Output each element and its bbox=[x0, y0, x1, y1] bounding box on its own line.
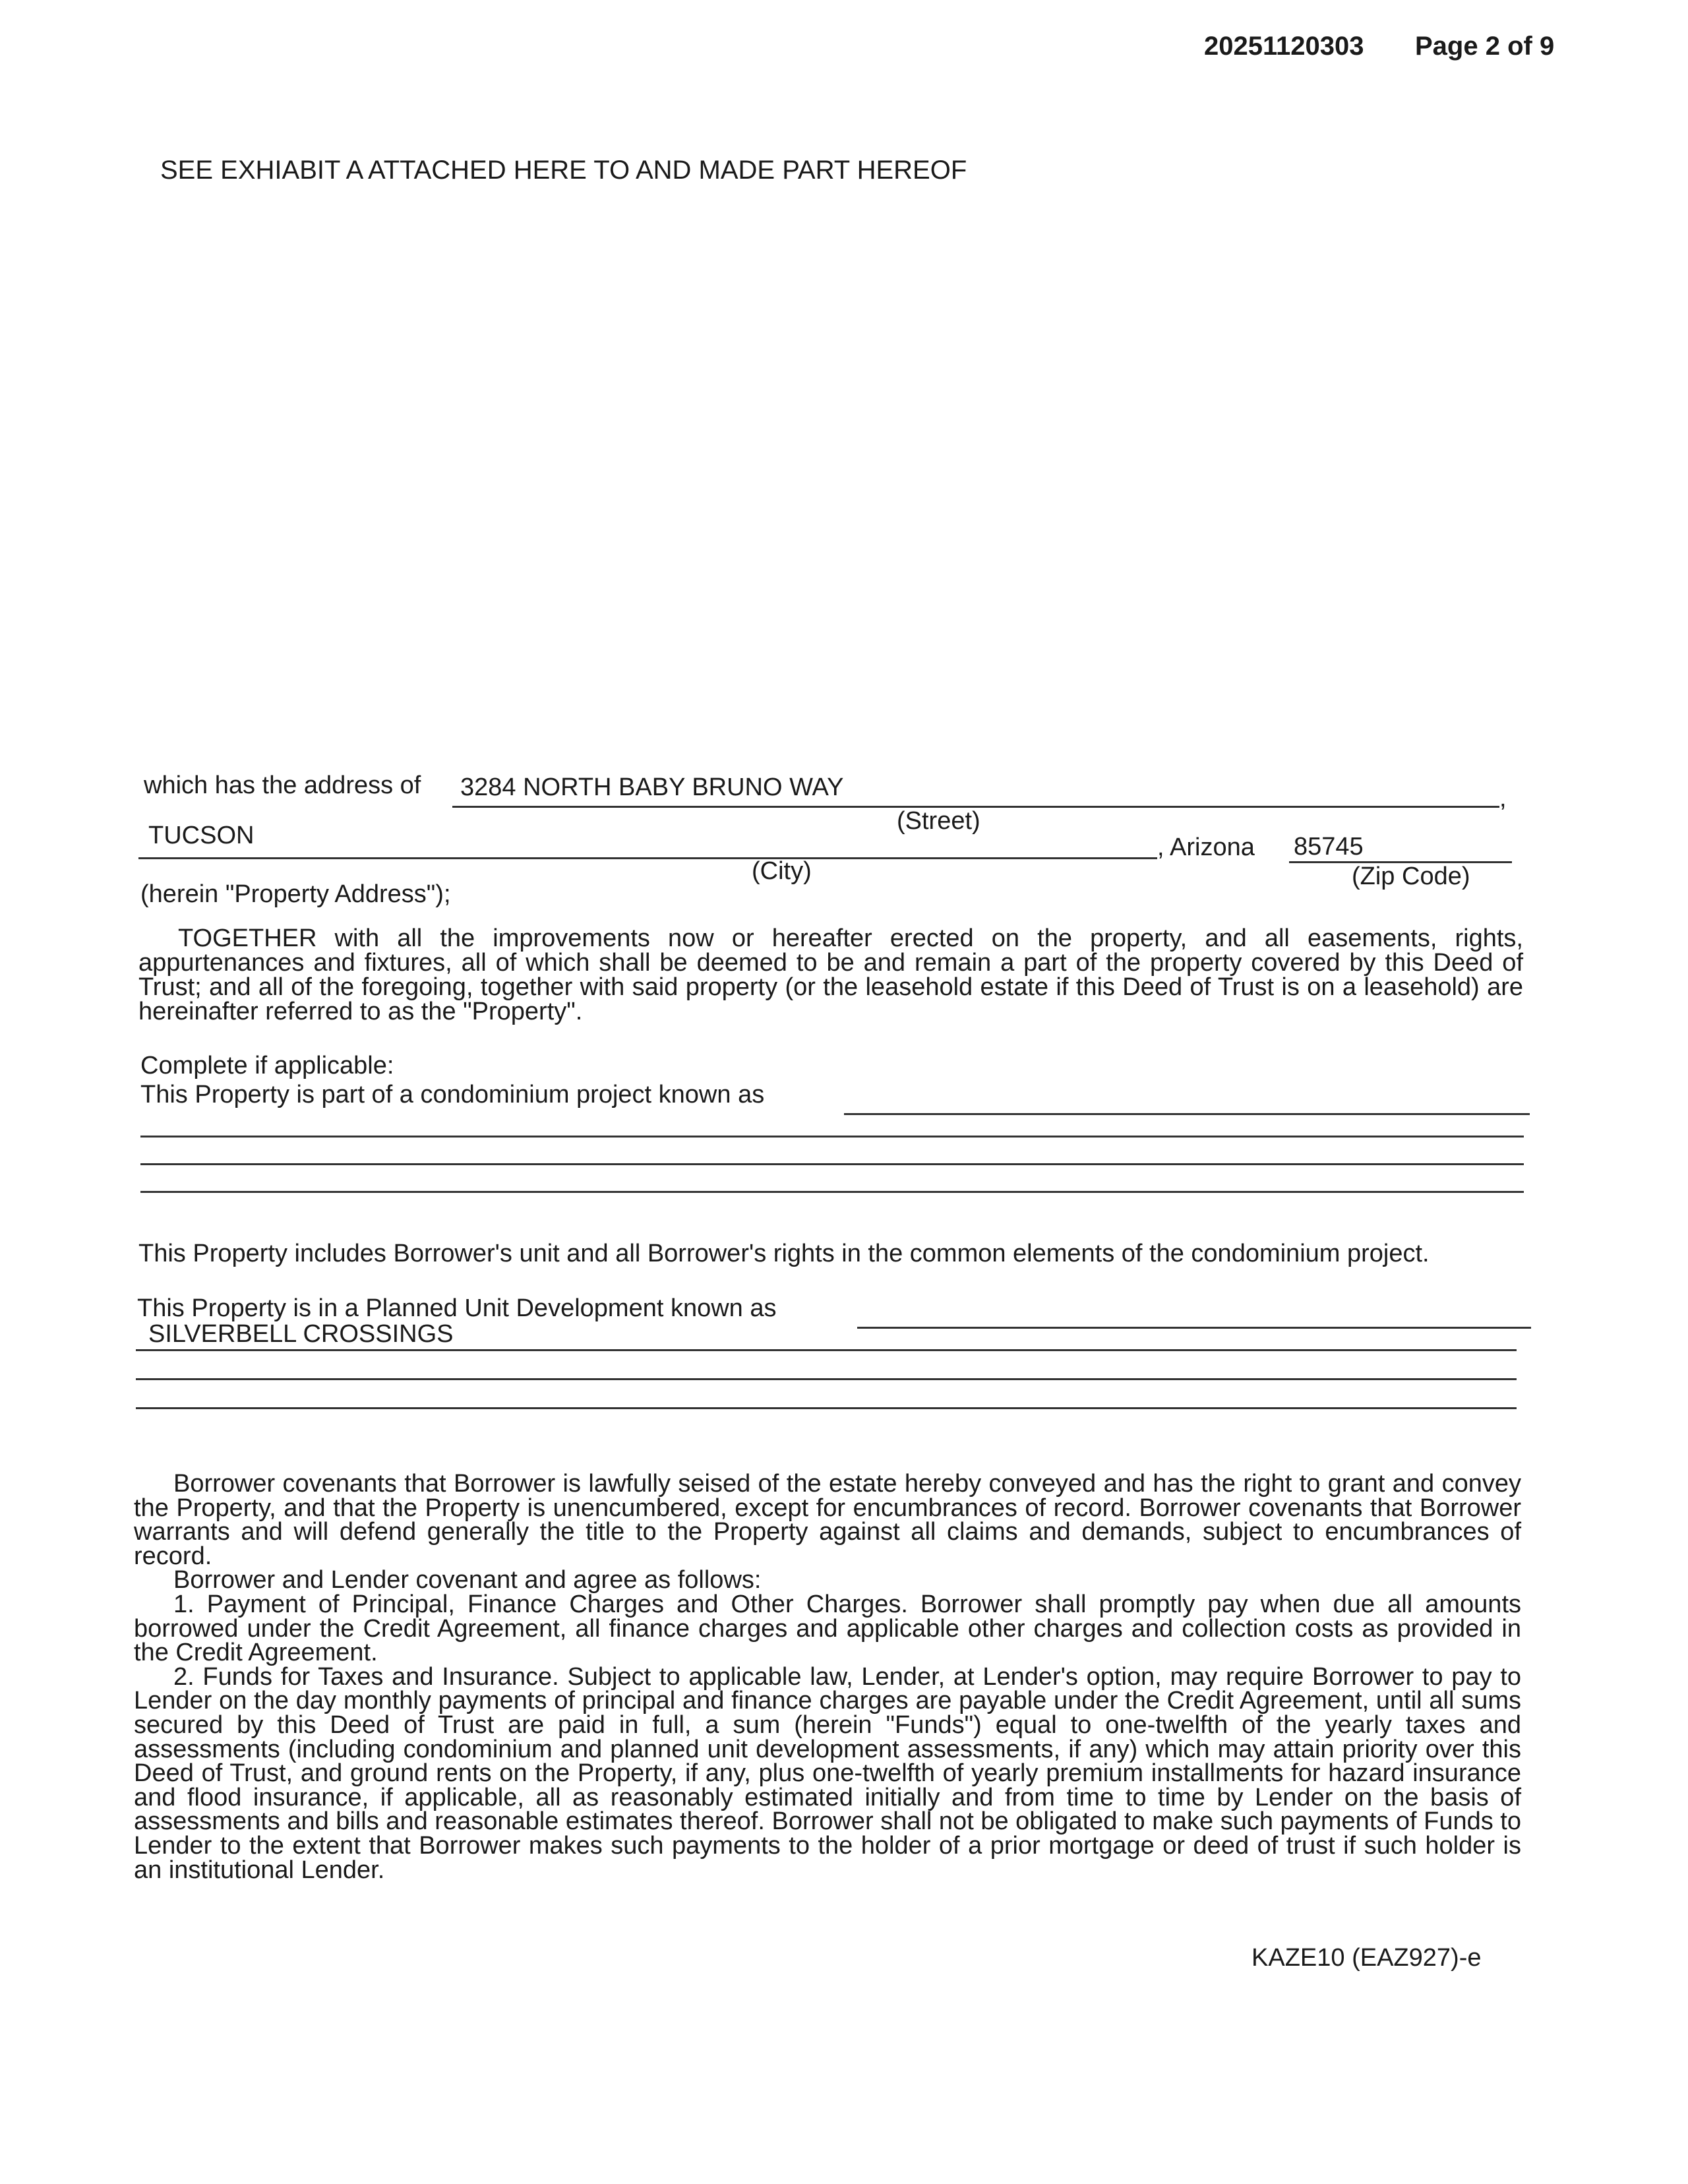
form-code: KAZE10 (EAZ927)-e bbox=[1251, 1944, 1482, 1972]
pud-line-2 bbox=[136, 1349, 1517, 1351]
zip-value: 85745 bbox=[1294, 833, 1364, 861]
street-caption: (Street) bbox=[897, 807, 980, 835]
condo-includes-text: This Property includes Borrower's unit and all Borrower's rights in the common elements of the condominium project. bbox=[138, 1240, 1430, 1267]
address-lead: which has the address of bbox=[144, 772, 421, 799]
pud-name-line bbox=[857, 1327, 1531, 1329]
covenants-block bbox=[134, 1472, 1521, 1882]
condo-line-3 bbox=[140, 1163, 1524, 1165]
exhibit-note: SEE EXHIABIT A ATTACHED HERE TO AND MADE PART HEREOF bbox=[160, 156, 967, 185]
covenant-paragraph-3: 1. Payment of Principal, Finance Charges and Other Charges. Borrower shall promptly pay when due all amounts borrowed under the Credit Agreement, all finance charges and applicable other charges and collection costs as provided in the Credit Agreement. bbox=[134, 1590, 1521, 1667]
condo-name-line bbox=[844, 1113, 1530, 1115]
state-label: , Arizona bbox=[1157, 834, 1255, 861]
city-caption: (City) bbox=[752, 857, 812, 885]
street-value: 3284 NORTH BABY BRUNO WAY bbox=[460, 774, 844, 801]
city-underline bbox=[138, 857, 1157, 859]
zip-caption: (Zip Code) bbox=[1352, 863, 1470, 890]
pud-name: SILVERBELL CROSSINGS bbox=[148, 1320, 454, 1348]
complete-if-applicable: Complete if applicable: bbox=[140, 1052, 394, 1079]
condo-label: This Property is part of a condominium project known as bbox=[140, 1081, 765, 1108]
page-number: Page 2 of 9 bbox=[1415, 32, 1555, 61]
together-paragraph bbox=[138, 926, 1523, 1024]
condo-line-4 bbox=[140, 1191, 1524, 1193]
condo-includes-paragraph bbox=[138, 1241, 1523, 1266]
property-address-note: (herein "Property Address"); bbox=[140, 880, 451, 908]
pud-line-4 bbox=[136, 1407, 1517, 1409]
city-value: TUCSON bbox=[148, 822, 255, 849]
condo-line-2 bbox=[140, 1136, 1524, 1138]
document-number: 20251120303 bbox=[1204, 32, 1364, 61]
together-text: TOGETHER with all the improvements now or hereafter erected on the property, and all easements, rights, appurtenances and fixtures, all of which shall be deemed to be and remain a part of the property covered by this Deed of Trust; and all of the foregoing, together with said property (or the leasehold estate if this Deed of Trust is on a leasehold) are hereinafter referred to as the "Property". bbox=[138, 925, 1523, 1025]
covenant-paragraph-1: Borrower covenants that Borrower is lawfully seised of the estate hereby conveyed and has the right to grant and convey the Property, and that the Property is unencumbered, except for encumbrances of record. Borrower covenants that Borrower warrants and will defend generally the title to the Property against all claims and demands, subject to encumbrances of record. bbox=[134, 1470, 1521, 1570]
covenant-paragraph-2: Borrower and Lender covenant and agree as follows: bbox=[173, 1566, 762, 1594]
pud-line-3 bbox=[136, 1378, 1517, 1380]
street-comma: , bbox=[1499, 785, 1507, 812]
pud-label: This Property is in a Planned Unit Development known as bbox=[137, 1294, 777, 1322]
covenant-paragraph-4: 2. Funds for Taxes and Insurance. Subject to applicable law, Lender, at Lender's option, may require Borrower to pay to Lender on the day monthly payments of principal and finance charges are payable under the Credit Agreement, until all sums secured by this Deed of Trust are paid in full, a sum (herein "Funds") equal to one-twelfth of the yearly taxes and assessments (including condominium and planned unit development assessments, if any) which may attain priority over this Deed of Trust, and ground rents on the Property, if any, plus one-twelfth of yearly premium installments for hazard insurance and flood insurance, if applicable, all as reasonably estimated initially and from time to time by Lender on the basis of assessments and bills and reasonable estimates thereof. Borrower shall not be obligated to make such payments of Funds to Lender to the extent that Borrower makes such payments to the holder of a prior mortgage or deed of trust if such holder is an institutional Lender. bbox=[134, 1662, 1521, 1884]
